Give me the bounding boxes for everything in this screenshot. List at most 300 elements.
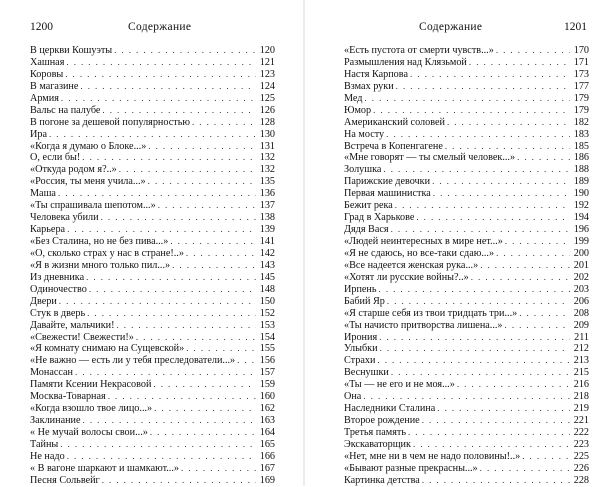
toc-entry — [30, 45, 275, 57]
toc-entry-page: 124 — [259, 80, 275, 92]
toc-entry — [30, 260, 275, 272]
toc-entry — [344, 152, 589, 164]
toc-entry-title: Экскаваторщик — [344, 438, 411, 450]
toc-entry-title: Карьера — [30, 224, 66, 236]
toc-entry-title: «Я в жизни много только пил...» — [30, 259, 171, 271]
toc-dot-leader — [87, 308, 256, 320]
toc-entry-title: Давайте, мальчики! — [30, 319, 115, 331]
toc-entry — [344, 81, 589, 93]
toc-dot-leader — [410, 69, 570, 81]
toc-entry-page: 218 — [573, 391, 589, 403]
toc-entry — [344, 105, 589, 117]
toc-dot-leader — [505, 236, 570, 248]
toc-entry-title: «Есть пустота от смерти чувств...» — [344, 45, 494, 56]
toc-entry-page: 130 — [259, 128, 275, 140]
toc-entry-page: 215 — [573, 367, 589, 379]
toc-dot-leader — [379, 332, 570, 344]
toc-entry-title: Ирпень — [344, 283, 377, 295]
toc-dot-leader — [447, 117, 570, 129]
toc-entry-page: 202 — [573, 271, 589, 283]
toc-entry-page: 166 — [259, 450, 275, 462]
toc-dot-leader — [108, 391, 256, 403]
toc-entry — [344, 236, 589, 248]
toc-entry-page: 138 — [259, 212, 275, 224]
toc-entry-page: 171 — [573, 56, 589, 68]
toc-entry-title: Одиночество — [30, 283, 87, 295]
toc-entry — [30, 212, 275, 224]
toc-entry — [344, 427, 589, 439]
toc-entry — [344, 260, 589, 272]
toc-entry — [30, 463, 275, 475]
toc-entry — [344, 176, 589, 188]
toc-entry-title: Заклинание — [30, 415, 81, 427]
toc-entry-title: Ирония — [344, 331, 378, 343]
toc-entry-page: 120 — [259, 45, 275, 56]
toc-entry-page: 177 — [573, 80, 589, 92]
toc-entry-page: 159 — [259, 379, 275, 391]
toc-entry-title: «Ты спрашивала шепотом...» — [30, 200, 156, 212]
toc-entry — [30, 248, 275, 260]
toc-entry-page: 148 — [259, 283, 275, 295]
toc-entry-page: 145 — [259, 271, 275, 283]
toc-entry-page: 157 — [259, 367, 275, 379]
left-running-title: Содержание — [128, 21, 192, 33]
toc-entry — [30, 93, 275, 105]
toc-dot-leader — [496, 248, 570, 260]
toc-dot-leader — [422, 415, 570, 427]
toc-dot-leader — [469, 57, 570, 69]
toc-entry-page: 200 — [573, 247, 589, 259]
toc-entry-title: Она — [344, 391, 362, 403]
toc-entry — [344, 200, 589, 212]
toc-entry-title: «Я старше себя из твои тридцать три...» — [344, 307, 518, 319]
toc-entry-page: 163 — [259, 415, 275, 427]
toc-dot-leader — [522, 451, 570, 463]
toc-dot-leader — [408, 427, 570, 439]
toc-entry-page: 209 — [573, 319, 589, 331]
toc-dot-leader — [186, 343, 256, 355]
toc-entry — [344, 224, 589, 236]
toc-entry-title: Коровы — [30, 68, 64, 80]
toc-entry-page: 216 — [573, 379, 589, 391]
toc-entry-page: 222 — [573, 427, 589, 438]
toc-entry-title: «Без Сталина, но не без пива...» — [30, 236, 169, 247]
toc-dot-leader — [480, 463, 570, 475]
toc-entry-title: На мосту — [344, 128, 385, 140]
toc-entry-page: 135 — [259, 176, 275, 188]
left-toc-list — [30, 45, 275, 487]
toc-entry-page: 139 — [259, 224, 275, 236]
toc-entry-title: « Не мучай волосы свои...» — [30, 427, 148, 438]
toc-entry-page: 221 — [573, 415, 589, 427]
toc-dot-leader — [380, 343, 570, 355]
toc-entry-page: 137 — [259, 200, 275, 212]
toc-entry-page: 225 — [573, 450, 589, 462]
toc-entry — [344, 308, 589, 320]
toc-entry — [344, 248, 589, 260]
toc-dot-leader — [186, 248, 256, 260]
toc-entry-title: «Нет, мне ни в чем не надо половины!..» — [344, 450, 521, 462]
toc-entry-page: 196 — [573, 224, 589, 236]
toc-entry — [344, 355, 589, 367]
toc-dot-leader — [114, 45, 256, 57]
toc-entry-title: «Не важно — есть ли у тебя преследователи...» — [30, 355, 236, 367]
toc-entry-page: 128 — [259, 116, 275, 128]
toc-entry-title: Тайны — [30, 438, 59, 450]
toc-entry-title: Песня Сольвейг — [30, 474, 100, 486]
toc-entry-page: 142 — [259, 247, 275, 259]
toc-entry-page: 199 — [573, 236, 589, 247]
toc-entry-title: Стук в дверь — [30, 307, 86, 319]
toc-entry-title: Не надо — [30, 450, 65, 462]
toc-entry-page: 121 — [259, 56, 275, 68]
toc-dot-leader — [102, 105, 256, 117]
toc-entry — [344, 93, 589, 105]
toc-entry — [30, 176, 275, 188]
toc-dot-leader — [377, 355, 570, 367]
toc-entry-page: 190 — [573, 188, 589, 200]
toc-dot-leader — [170, 236, 256, 248]
toc-entry-title: Двери — [30, 295, 57, 307]
toc-dot-leader — [153, 379, 256, 391]
toc-entry — [344, 320, 589, 332]
toc-entry-page: 164 — [259, 427, 275, 438]
toc-entry-page: 228 — [573, 474, 589, 486]
toc-entry — [30, 296, 275, 308]
toc-dot-leader — [437, 403, 570, 415]
toc-entry — [344, 284, 589, 296]
toc-dot-leader — [391, 224, 570, 236]
toc-dot-leader — [416, 212, 570, 224]
toc-entry-title: Парижские девочки — [344, 176, 431, 188]
toc-entry-page: 162 — [259, 403, 275, 415]
toc-entry — [30, 57, 275, 69]
toc-dot-leader — [433, 188, 570, 200]
toc-dot-leader — [519, 308, 570, 320]
toc-dot-leader — [80, 81, 256, 93]
toc-entry — [344, 45, 589, 57]
toc-entry-page: 206 — [573, 295, 589, 307]
toc-dot-leader — [457, 379, 570, 391]
toc-entry-title: Улыбки — [344, 343, 378, 355]
toc-entry-page: 192 — [573, 200, 589, 212]
toc-entry-title: Град в Харькове — [344, 212, 415, 224]
toc-entry-page: 211 — [574, 331, 589, 343]
toc-entry — [30, 355, 275, 367]
toc-dot-leader — [383, 164, 570, 176]
toc-dot-leader — [61, 93, 256, 105]
right-page — [304, 0, 608, 486]
toc-entry-title: Встреча в Копенгагене — [344, 140, 443, 152]
toc-entry-page: 160 — [259, 391, 275, 403]
toc-dot-leader — [67, 224, 256, 236]
toc-entry-page: 167 — [259, 462, 275, 474]
toc-entry-title: Мед — [344, 92, 363, 104]
toc-dot-leader — [75, 367, 256, 379]
toc-dot-leader — [154, 403, 256, 415]
toc-entry — [30, 427, 275, 439]
toc-entry-title: «Я не сдаюсь, но все-таки сдаю...» — [344, 247, 495, 259]
toc-entry-page: 194 — [573, 212, 589, 224]
toc-entry-page: 123 — [259, 68, 275, 80]
toc-entry-page: 125 — [259, 92, 275, 104]
toc-entry-title: Дядя Вася — [344, 224, 389, 236]
toc-entry-page: 132 — [259, 164, 275, 176]
toc-entry — [344, 129, 589, 141]
toc-dot-leader — [471, 272, 570, 284]
toc-dot-leader — [517, 152, 570, 164]
toc-dot-leader — [49, 129, 256, 141]
right-running-title: Содержание — [419, 21, 483, 33]
toc-entry — [344, 332, 589, 344]
toc-dot-leader — [387, 296, 570, 308]
toc-entry — [30, 129, 275, 141]
toc-dot-leader — [65, 69, 256, 81]
toc-entry-title: Хашная — [30, 56, 65, 68]
toc-entry-page: 131 — [259, 140, 275, 152]
toc-entry-title: Первая машинистка — [344, 188, 431, 200]
toc-entry-title: Бежит река — [344, 200, 393, 212]
toc-entry-page: 169 — [259, 474, 275, 486]
toc-entry-title: Американский соловей — [344, 116, 445, 128]
toc-entry-title: Веснушки — [344, 367, 389, 379]
toc-entry — [30, 475, 275, 487]
toc-entry-page: 219 — [573, 403, 589, 415]
toc-dot-leader — [172, 260, 256, 272]
toc-entry-title: Золушка — [344, 164, 382, 176]
toc-dot-leader — [89, 284, 256, 296]
toc-entry-page: 189 — [573, 176, 589, 188]
toc-entry — [30, 403, 275, 415]
toc-entry — [344, 451, 589, 463]
toc-entry — [30, 272, 275, 284]
toc-entry-page: 179 — [573, 92, 589, 104]
toc-dot-leader — [396, 81, 570, 93]
toc-entry-title: «Ты начисто притворства лишена...» — [344, 319, 503, 331]
toc-entry-page: 153 — [259, 319, 275, 331]
toc-dot-leader — [379, 284, 570, 296]
toc-entry-page: 152 — [259, 307, 275, 319]
right-page-number: 1201 — [564, 21, 587, 33]
toc-entry — [344, 415, 589, 427]
toc-entry — [344, 379, 589, 391]
toc-entry — [30, 164, 275, 176]
toc-entry — [344, 164, 589, 176]
toc-entry — [344, 212, 589, 224]
toc-entry-title: Ира — [30, 128, 47, 140]
toc-dot-leader — [148, 141, 256, 153]
toc-entry-title: Юмор — [344, 104, 372, 116]
toc-entry — [30, 343, 275, 355]
toc-dot-leader — [59, 296, 256, 308]
toc-entry-page: 208 — [573, 307, 589, 319]
toc-entry-title: «Россия, ты меня учила...» — [30, 176, 146, 188]
right-toc-list — [344, 45, 589, 487]
toc-entry — [30, 415, 275, 427]
toc-dot-leader — [496, 45, 570, 57]
toc-entry — [344, 367, 589, 379]
toc-entry-page: 179 — [573, 104, 589, 116]
toc-entry-title: Взмах руки — [344, 80, 394, 92]
toc-dot-leader — [150, 427, 256, 439]
toc-entry-page: 136 — [259, 188, 275, 200]
toc-dot-leader — [60, 439, 256, 451]
toc-entry-title: «Ты — не его и не моя...» — [344, 379, 455, 391]
toc-dot-leader — [82, 152, 256, 164]
toc-dot-leader — [480, 260, 570, 272]
toc-entry-page: 223 — [573, 438, 589, 450]
toc-entry — [30, 284, 275, 296]
toc-entry — [30, 224, 275, 236]
toc-entry-title: «Откуда родом я?..» — [30, 164, 117, 176]
toc-entry-title: Монассан — [30, 367, 74, 379]
toc-dot-leader — [237, 355, 256, 367]
toc-entry — [344, 343, 589, 355]
toc-dot-leader — [395, 200, 570, 212]
toc-dot-leader — [83, 415, 256, 427]
toc-entry — [30, 332, 275, 344]
toc-entry-title: Человека убили — [30, 212, 99, 224]
toc-dot-leader — [117, 320, 257, 332]
toc-entry-title: Второе рождение — [344, 415, 420, 427]
toc-entry-title: Бабий Яр — [344, 295, 385, 307]
toc-entry-page: 150 — [259, 295, 275, 307]
toc-entry — [30, 236, 275, 248]
toc-entry — [30, 200, 275, 212]
toc-entry — [344, 69, 589, 81]
toc-entry-title: «Свежести! Свежести!» — [30, 331, 134, 343]
toc-entry — [30, 451, 275, 463]
toc-entry-page: 126 — [259, 104, 275, 116]
toc-entry-title: Картинка детства — [344, 474, 420, 486]
toc-entry-title: О, если бы! — [30, 152, 81, 164]
toc-entry-page: 165 — [259, 438, 275, 450]
toc-dot-leader — [66, 57, 256, 69]
toc-dot-leader — [158, 200, 256, 212]
toc-entry — [30, 188, 275, 200]
toc-dot-leader — [422, 475, 570, 487]
toc-entry — [344, 57, 589, 69]
toc-entry — [30, 439, 275, 451]
toc-dot-leader — [192, 117, 256, 129]
toc-entry-page: 188 — [573, 164, 589, 176]
toc-entry-title: Вальс на палубе — [30, 104, 101, 116]
toc-dot-leader — [363, 391, 570, 403]
toc-entry-title: «Хотят ли русские войны?..» — [344, 271, 469, 283]
toc-entry — [344, 439, 589, 451]
toc-entry-title: «Я комнату снимаю на Сущевской» — [30, 343, 185, 355]
toc-entry — [344, 141, 589, 153]
toc-dot-leader — [386, 129, 570, 141]
toc-entry-page: 213 — [573, 355, 589, 367]
toc-dot-leader — [136, 332, 256, 344]
toc-dot-leader — [148, 176, 256, 188]
toc-entry-page: 143 — [259, 259, 275, 271]
toc-entry — [30, 117, 275, 129]
toc-entry-title: В погоне за дешевой популярностью — [30, 116, 190, 128]
toc-entry-page: 185 — [573, 140, 589, 152]
toc-entry — [30, 141, 275, 153]
toc-entry-page: 201 — [573, 259, 589, 271]
toc-dot-leader — [86, 272, 256, 284]
toc-entry — [344, 188, 589, 200]
toc-entry — [344, 403, 589, 415]
toc-entry-title: «Мне говорят — ты смелый человек...» — [344, 152, 516, 164]
toc-entry — [344, 272, 589, 284]
toc-entry-page: 156 — [259, 355, 275, 367]
toc-entry-page: 186 — [573, 152, 589, 164]
toc-entry — [344, 391, 589, 403]
toc-entry-title: «Все надеется женская рука...» — [344, 259, 479, 271]
toc-entry — [30, 391, 275, 403]
toc-dot-leader — [373, 105, 570, 117]
toc-entry-page: 182 — [573, 116, 589, 128]
toc-entry-title: «Когда я думаю о Блоке...» — [30, 140, 147, 152]
toc-entry — [344, 475, 589, 487]
toc-dot-leader — [101, 212, 256, 224]
toc-entry-page: 170 — [573, 45, 589, 56]
toc-dot-leader — [67, 451, 256, 463]
toc-entry-page: 173 — [573, 68, 589, 80]
toc-entry — [30, 105, 275, 117]
toc-entry-title: Армия — [30, 92, 59, 104]
toc-entry-title: Страхи — [344, 355, 376, 367]
left-page — [0, 0, 304, 486]
toc-dot-leader — [445, 141, 570, 153]
toc-entry — [30, 379, 275, 391]
toc-dot-leader — [413, 439, 570, 451]
toc-entry — [30, 69, 275, 81]
toc-entry-title: Наследники Сталина — [344, 403, 436, 415]
toc-entry-title: « В вагоне шаркают и шамкают...» — [30, 462, 179, 474]
toc-entry — [344, 117, 589, 129]
toc-entry-title: «Людей неинтересных в мире нет...» — [344, 236, 503, 247]
toc-entry-title: Третья память — [344, 427, 406, 438]
toc-entry — [344, 463, 589, 475]
toc-dot-leader — [505, 320, 570, 332]
toc-dot-leader — [365, 93, 571, 105]
toc-entry-page: 226 — [573, 462, 589, 474]
toc-entry-title: «Бывают разные прекрасны...» — [344, 462, 478, 474]
toc-entry — [30, 152, 275, 164]
toc-entry-title: «О, сколько страх у нас в стране!..» — [30, 247, 184, 259]
toc-dot-leader — [119, 164, 256, 176]
toc-entry-title: Из дневника — [30, 271, 85, 283]
toc-entry-title: В магазине — [30, 80, 79, 92]
toc-entry-page: 183 — [573, 128, 589, 140]
toc-dot-leader — [102, 475, 256, 487]
toc-entry-title: Москва-Товарная — [30, 391, 106, 403]
toc-entry-page: 203 — [573, 283, 589, 295]
left-page-number: 1200 — [30, 21, 53, 33]
toc-dot-leader — [58, 188, 256, 200]
toc-entry — [30, 320, 275, 332]
toc-entry-title: В церкви Кошуэты — [30, 45, 113, 56]
toc-dot-leader — [181, 463, 256, 475]
toc-entry-title: Маша — [30, 188, 56, 200]
toc-entry — [30, 81, 275, 93]
toc-entry-page: 141 — [259, 236, 275, 247]
toc-entry-title: Памяти Ксении Некрасовой — [30, 379, 152, 391]
toc-entry-title: Размышления над Клязьмой — [344, 56, 467, 68]
toc-entry-page: 155 — [259, 343, 275, 355]
toc-entry — [30, 367, 275, 379]
toc-entry-title: Настя Карпова — [344, 68, 408, 80]
toc-dot-leader — [432, 176, 570, 188]
toc-entry-page: 154 — [259, 331, 275, 343]
toc-entry-title: «Когда взошло твое лицо...» — [30, 403, 153, 415]
toc-entry — [30, 308, 275, 320]
